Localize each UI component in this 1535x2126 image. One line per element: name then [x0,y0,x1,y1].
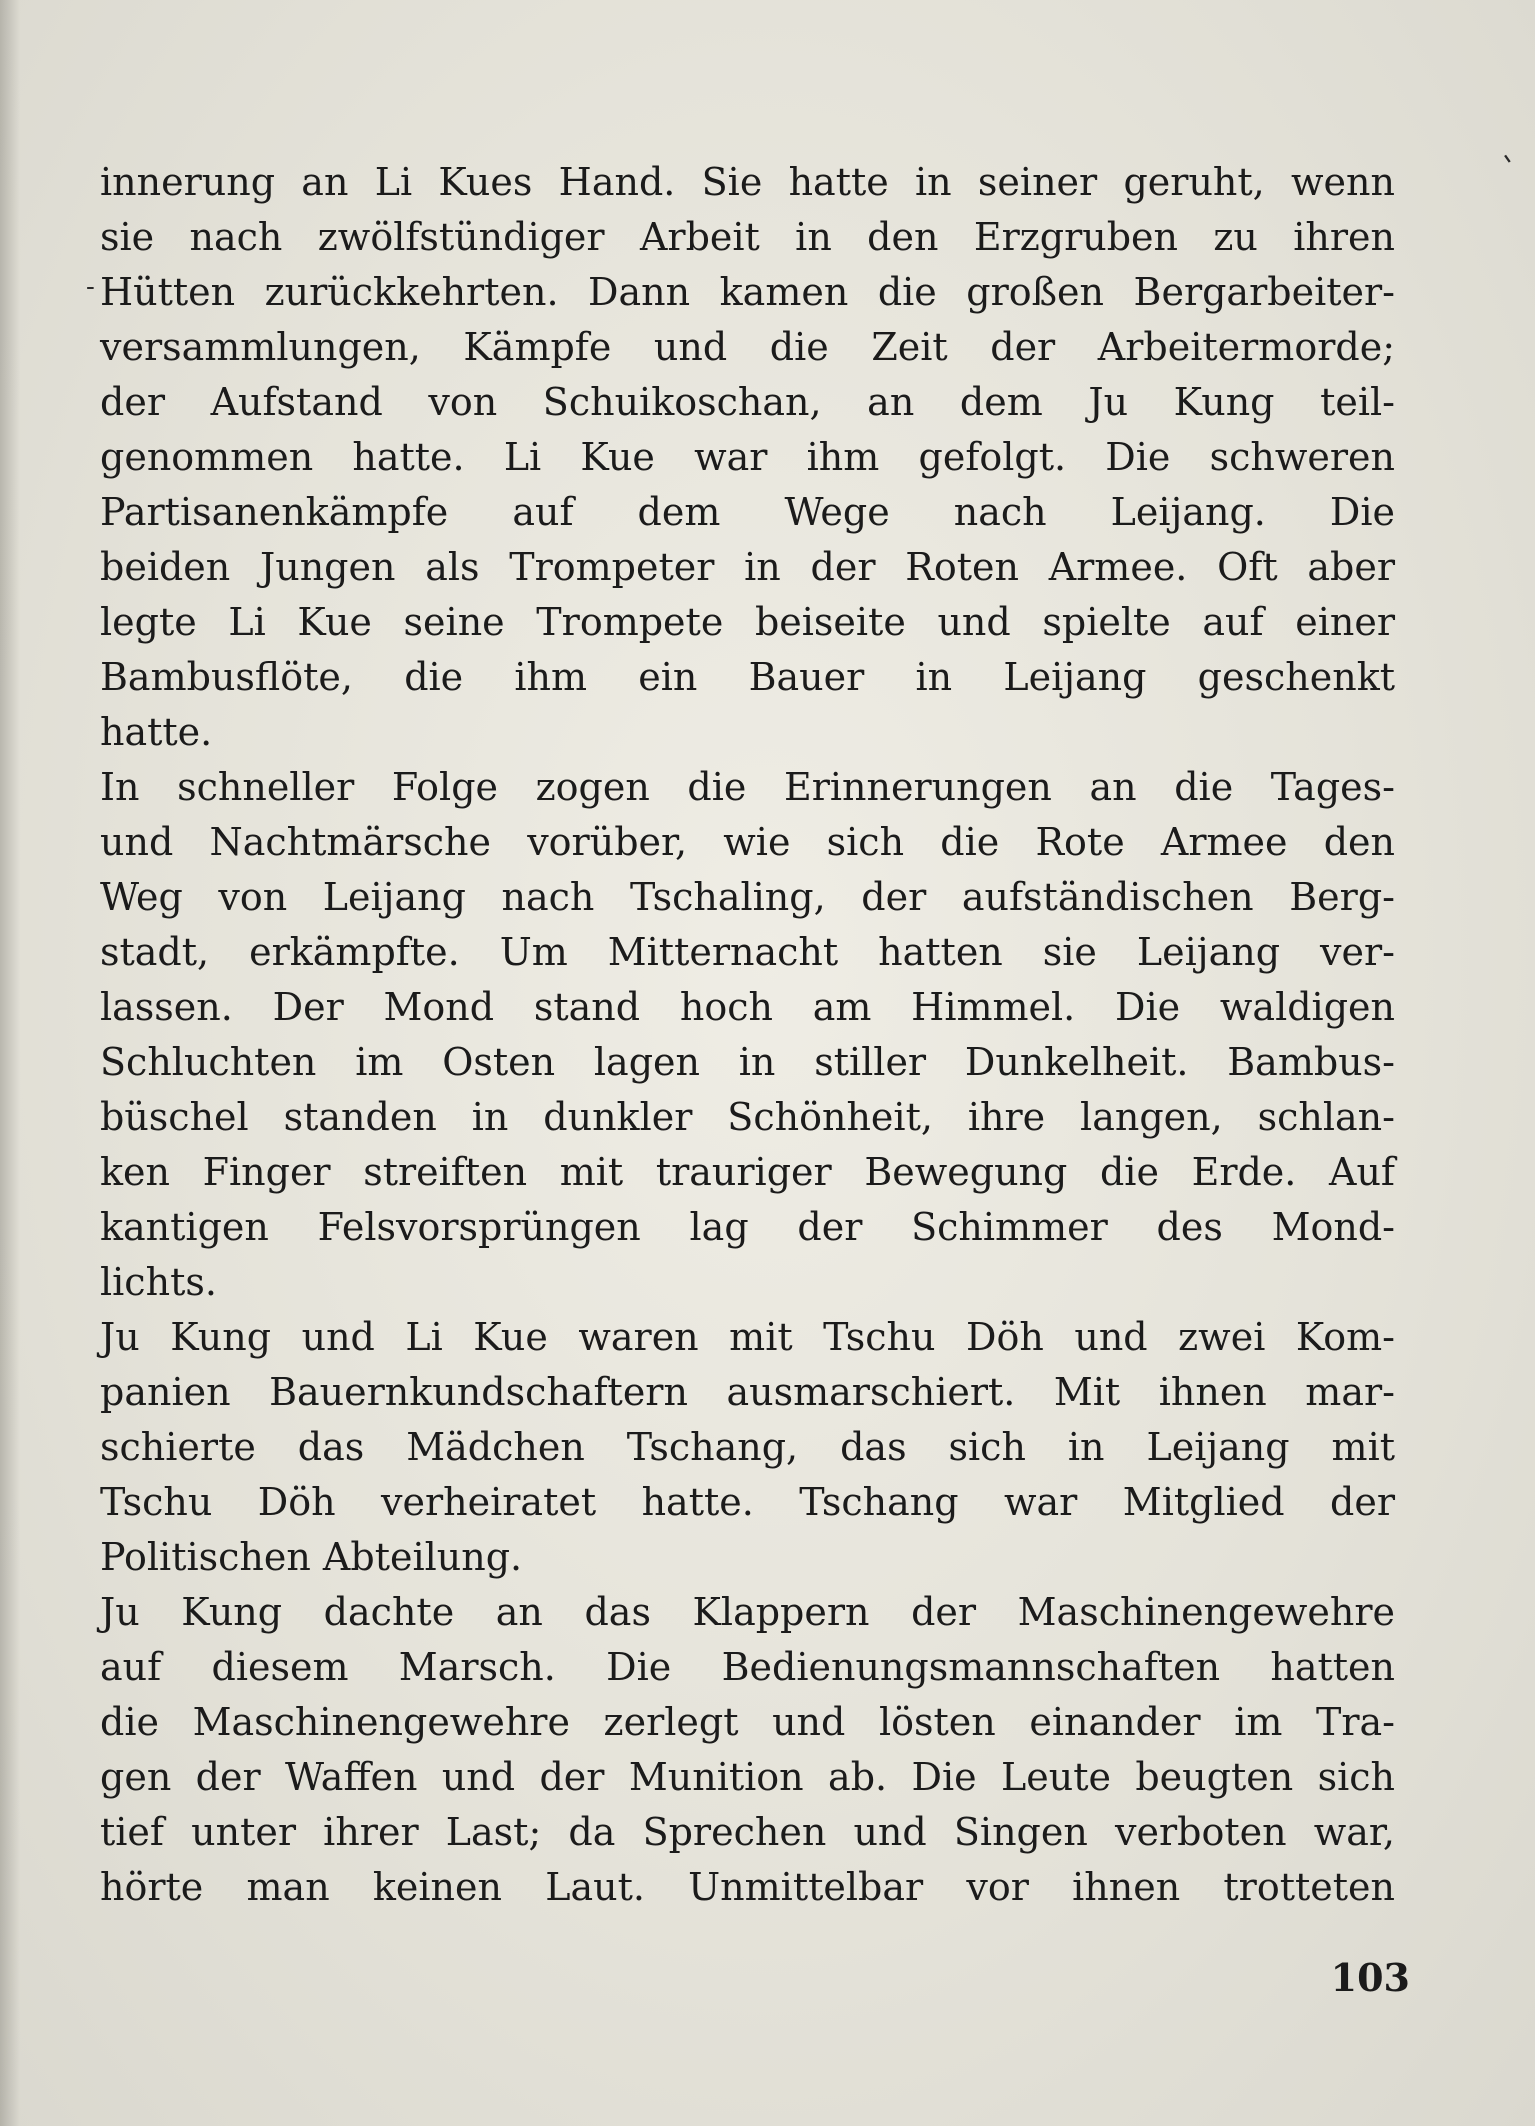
text-line: stadt, erkämpfte. Um Mitternacht hatten sie Leijang ver- [100,930,1395,974]
text-line: der Aufstand von Schuikoschan, an dem Ju Kung teil- [100,380,1395,424]
text-line: die Maschinengewehre zerlegt und lösten einander im Tra- [100,1700,1395,1744]
text-line: Partisanenkämpfe auf dem Wege nach Leijang. Die [100,490,1395,534]
text-line: panien Bauernkundschaftern ausmarschiert. Mit ihnen mar- [100,1370,1395,1414]
text-line: genommen hatte. Li Kue war ihm gefolgt. Die schweren [100,435,1395,479]
text-line: sie nach zwölfstündiger Arbeit in den Erzgruben zu ihren [100,215,1395,259]
text-line: innerung an Li Kues Hand. Sie hatte in seiner geruht, wenn [100,160,1395,204]
text-line: gen der Waffen und der Munition ab. Die Leute beugten sich [100,1755,1395,1799]
text-line: Ju Kung und Li Kue waren mit Tschu Döh und zwei Kom- [100,1315,1395,1359]
margin-mark-top-right: ' [1498,148,1526,183]
text-line: Hütten zurückkehrten. Dann kamen die großen Bergarbeiter- [100,270,1395,314]
text-line: Politischen Abteilung. [100,1535,523,1579]
text-line: In schneller Folge zogen die Erinnerungen an die Tages- [100,765,1395,809]
text-line: büschel standen in dunkler Schönheit, ihre langen, schlan- [100,1095,1395,1139]
text-line: hörte man keinen Laut. Unmittelbar vor ihnen trotteten [100,1865,1395,1909]
text-line: Tschu Döh verheiratet hatte. Tschang war Mitglied der [100,1480,1395,1524]
page-number: 103 [1330,1955,1410,2000]
text-line: und Nachtmärsche vorüber, wie sich die Rote Armee den [100,820,1395,864]
text-line: Ju Kung dachte an das Klappern der Maschinengewehre [100,1590,1395,1634]
text-line: beiden Jungen als Trompeter in der Roten Armee. Oft aber [100,545,1395,589]
text-line: ken Finger streiften mit trauriger Bewegung die Erde. Auf [100,1150,1395,1194]
text-line: lassen. Der Mond stand hoch am Himmel. Die waldigen [100,985,1395,1029]
text-line: Bambusflöte, die ihm ein Bauer in Leijang geschenkt [100,655,1395,699]
text-line: lichts. [100,1260,217,1304]
text-line: hatte. [100,710,213,754]
text-line: kantigen Felsvorsprüngen lag der Schimmer des Mond- [100,1205,1395,1249]
text-line: legte Li Kue seine Trompete beiseite und spielte auf einer [100,600,1395,644]
text-line: auf diesem Marsch. Die Bedienungsmannschaften hatten [100,1645,1395,1689]
text-line: tief unter ihrer Last; da Sprechen und Singen verboten war, [100,1810,1395,1854]
text-line: versammlungen, Kämpfe und die Zeit der Arbeitermorde; [100,325,1395,369]
text-line: Weg von Leijang nach Tschaling, der aufständischen Berg- [100,875,1395,919]
text-line: schierte das Mädchen Tschang, das sich in Leijang mit [100,1425,1395,1469]
body-text [100,155,1395,1915]
text-line: Schluchten im Osten lagen in stiller Dunkelheit. Bambus- [100,1040,1395,1084]
page-gutter-shadow [0,0,20,2126]
margin-mark-left: - [86,272,95,302]
